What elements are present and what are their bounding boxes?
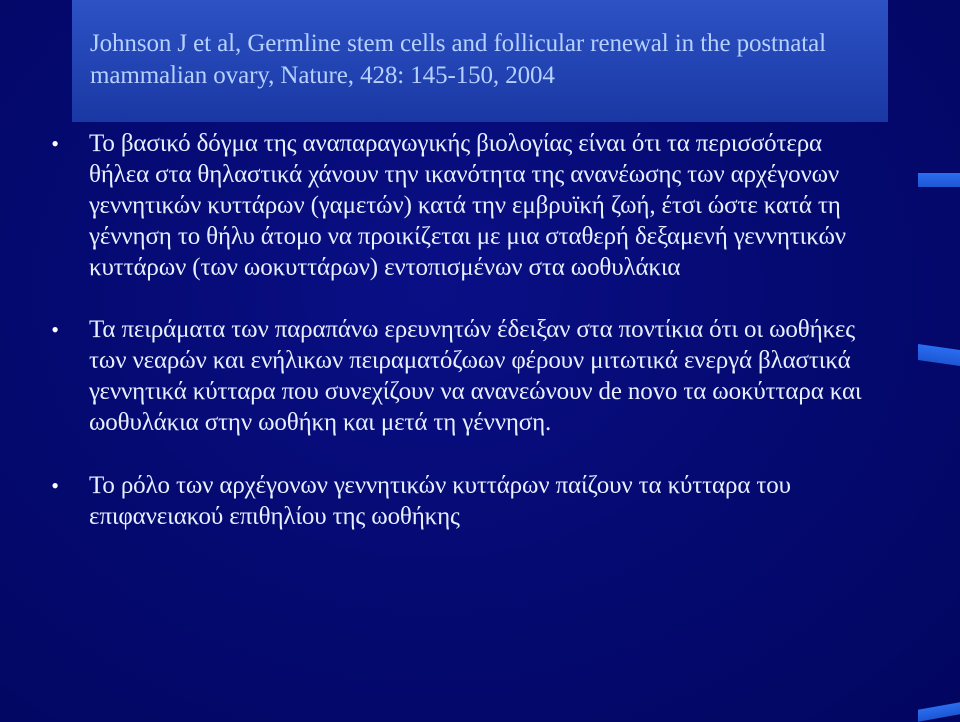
bullet-item-3 (48, 470, 888, 532)
bullet-icon: • (51, 131, 59, 156)
decorative-stripe-1 (918, 173, 960, 187)
bullet-text-3: Το ρόλο των αρχέγονων γεννητικών κυττάρων παίζουν τα κύτταρα του επιφανειακού επιθηλίου της ωοθήκης (89, 472, 791, 530)
decorative-stripe-3 (918, 702, 960, 721)
bullet-item-2 (48, 314, 888, 438)
bullet-icon: • (51, 473, 59, 498)
decorative-stripe-2 (918, 344, 960, 366)
title-band (72, 0, 888, 122)
slide-content (48, 128, 888, 532)
bullet-text-2: Τα πειράματα των παραπάνω ερευνητών έδειξαν στα ποντίκια ότι οι ωοθήκες των νεαρών και ενήλικων πειραματόζωων φέρουν μιτωτικά ενεργά βλαστικά γεννητικά κύτταρα που συνεχίζουν να ανανεώνουν de novo τα ωοκύτταρα και ωοθυλάκια στην ωοθήκη και μετά τη γέννηση. (89, 316, 862, 436)
bullet-item-1 (48, 128, 888, 283)
bullet-text-1: Το βασικό δόγμα της αναπαραγωγικής βιολογίας είναι ότι τα περισσότερα θήλεα στα θηλαστικά χάνουν την ικανότητα της ανανέωσης των αρχέγονων γεννητικών κυττάρων (γαμετών) κατά την εμβρυϊκή ζωή, έτσι ώστε κατά τη γέννηση το θήλυ άτομο να προικίζεται με μια σταθερή δεξαμενή γεννητικών κυττάρων (των ωοκυττάρων) εντοπισμένων στα ωοθυλάκια (89, 130, 846, 281)
bullet-icon: • (51, 317, 59, 342)
slide-title: Johnson J et al, Germline stem cells and follicular renewal in the postnatal mammalian ovary, Nature, 428: 145-150, 2004 (90, 30, 826, 89)
